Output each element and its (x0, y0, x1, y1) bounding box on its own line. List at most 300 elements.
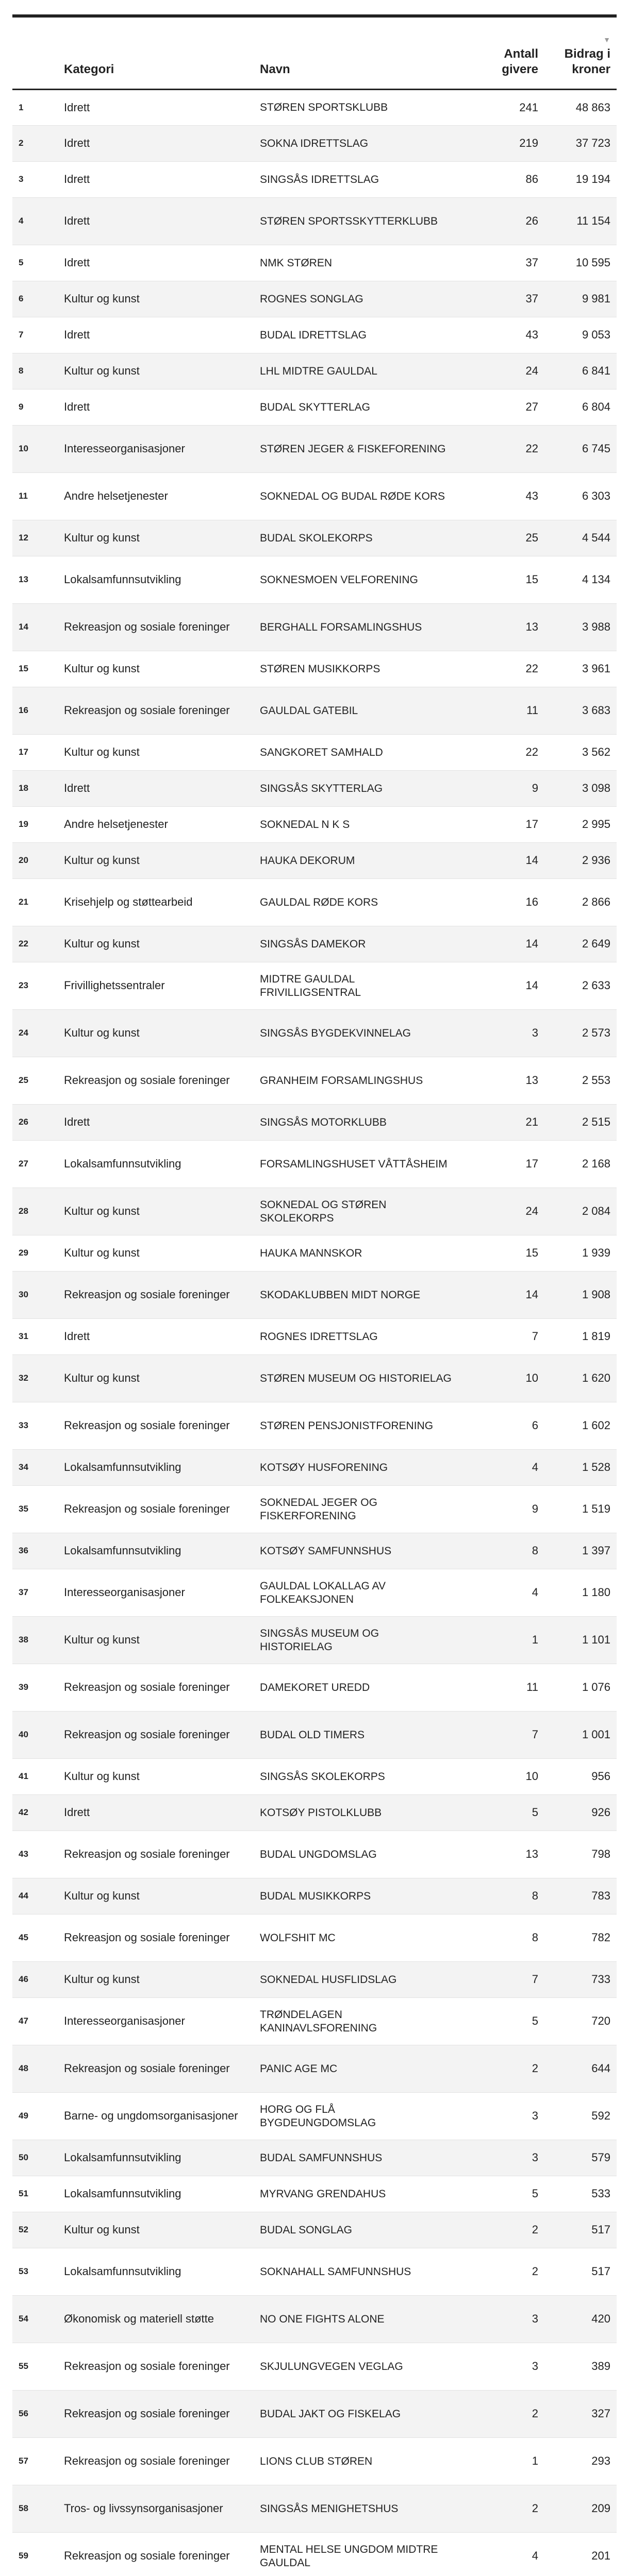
table-row (12, 1914, 617, 1962)
rank-cell: 1 (12, 90, 58, 126)
navn-cell: BUDAL SONGLAG (254, 2212, 460, 2248)
rank-cell: 53 (12, 2248, 58, 2296)
rank-cell: 34 (12, 1450, 58, 1486)
rank-cell: 17 (12, 735, 58, 771)
navn-cell: KOTSØY HUSFORENING (254, 1450, 460, 1486)
kategori-cell: Frivillighetssentraler (58, 962, 254, 1010)
rank-cell: 33 (12, 1402, 58, 1450)
navn-cell: GAULDAL GATEBIL (254, 687, 460, 735)
table-row (12, 1998, 617, 2045)
bidrag-cell: 209 (544, 2485, 617, 2533)
navn-cell: STØREN MUSEUM OG HISTORIELAG (254, 1355, 460, 1402)
kategori-cell: Lokalsamfunnsutvikling (58, 1141, 254, 1188)
navn-cell: BUDAL SKYTTERLAG (254, 389, 460, 426)
rank-cell: 28 (12, 1188, 58, 1235)
table-row (12, 2140, 617, 2176)
table-row (12, 1105, 617, 1141)
bidrag-cell: 798 (544, 1831, 617, 1878)
bidrag-cell: 3 562 (544, 735, 617, 771)
table-body (12, 90, 617, 2576)
kategori-cell: Idrett (58, 1105, 254, 1141)
kategori-cell: Idrett (58, 162, 254, 198)
antall-givere-cell: 8 (460, 1914, 544, 1962)
bidrag-cell: 420 (544, 2296, 617, 2343)
bidrag-cell: 48 863 (544, 90, 617, 126)
antall-givere-cell: 8 (460, 1533, 544, 1569)
table-row (12, 1486, 617, 1533)
bidrag-cell: 293 (544, 2438, 617, 2485)
table-row (12, 1711, 617, 1759)
kategori-cell: Idrett (58, 389, 254, 426)
rank-cell: 12 (12, 520, 58, 556)
antall-givere-cell: 43 (460, 473, 544, 520)
bidrag-cell: 327 (544, 2391, 617, 2438)
antall-givere-cell: 241 (460, 90, 544, 126)
rank-cell: 59 (12, 2533, 58, 2576)
table-row (12, 2093, 617, 2140)
bidrag-cell: 2 995 (544, 807, 617, 843)
antall-givere-cell: 11 (460, 687, 544, 735)
kategori-cell: Lokalsamfunnsutvikling (58, 1450, 254, 1486)
navn-cell: SKJULUNGVEGEN VEGLAG (254, 2343, 460, 2391)
navn-cell: ROGNES IDRETTSLAG (254, 1319, 460, 1355)
navn-cell: SANGKORET SAMHALD (254, 735, 460, 771)
antall-givere-cell: 14 (460, 926, 544, 962)
navn-cell: STØREN PENSJONISTFORENING (254, 1402, 460, 1450)
header-bidrag-label: Bidrag i kroner (564, 47, 610, 76)
kategori-cell: Kultur og kunst (58, 1759, 254, 1795)
kategori-cell: Andre helsetjenester (58, 473, 254, 520)
header-antall-givere[interactable]: Antall givere (460, 30, 544, 90)
kategori-cell: Rekreasjon og sosiale foreninger (58, 1402, 254, 1450)
rank-cell: 3 (12, 162, 58, 198)
rank-cell: 6 (12, 281, 58, 317)
navn-cell: MENTAL HELSE UNGDOM MIDTRE GAULDAL (254, 2533, 460, 2576)
kategori-cell: Rekreasjon og sosiale foreninger (58, 2438, 254, 2485)
navn-cell: GAULDAL RØDE KORS (254, 879, 460, 926)
table-row (12, 879, 617, 926)
navn-cell: SINGSÅS SKOLEKORPS (254, 1759, 460, 1795)
navn-cell: BUDAL SAMFUNNSHUS (254, 2140, 460, 2176)
antall-givere-cell: 22 (460, 735, 544, 771)
kategori-cell: Idrett (58, 245, 254, 281)
bidrag-cell: 592 (544, 2093, 617, 2140)
table-row (12, 2533, 617, 2576)
rank-cell: 8 (12, 353, 58, 389)
navn-cell: BUDAL MUSIKKORPS (254, 1878, 460, 1914)
navn-cell: PANIC AGE MC (254, 2045, 460, 2093)
rank-cell: 30 (12, 1272, 58, 1319)
navn-cell: STØREN SPORTSKLUBB (254, 90, 460, 126)
kategori-cell: Rekreasjon og sosiale foreninger (58, 1664, 254, 1711)
kategori-cell: Rekreasjon og sosiale foreninger (58, 1486, 254, 1533)
kategori-cell: Kultur og kunst (58, 735, 254, 771)
rank-cell: 18 (12, 771, 58, 807)
navn-cell: FORSAMLINGSHUSET VÅTTÅSHEIM (254, 1141, 460, 1188)
kategori-cell: Kultur og kunst (58, 926, 254, 962)
donations-table (12, 30, 617, 2576)
kategori-cell: Lokalsamfunnsutvikling (58, 2140, 254, 2176)
navn-cell: BUDAL SKOLEKORPS (254, 520, 460, 556)
kategori-cell: Kultur og kunst (58, 1188, 254, 1235)
rank-cell: 21 (12, 879, 58, 926)
kategori-cell: Rekreasjon og sosiale foreninger (58, 2343, 254, 2391)
kategori-cell: Idrett (58, 198, 254, 245)
bidrag-cell: 2 168 (544, 1141, 617, 1188)
kategori-cell: Lokalsamfunnsutvikling (58, 1533, 254, 1569)
kategori-cell: Kultur og kunst (58, 2212, 254, 2248)
bidrag-cell: 1 528 (544, 1450, 617, 1486)
navn-cell: SOKNEDAL OG STØREN SKOLEKORPS (254, 1188, 460, 1235)
table-row (12, 1759, 617, 1795)
navn-cell: SINGSÅS IDRETTSLAG (254, 162, 460, 198)
rank-cell: 14 (12, 604, 58, 651)
antall-givere-cell: 22 (460, 651, 544, 687)
rank-cell: 49 (12, 2093, 58, 2140)
antall-givere-cell: 13 (460, 1057, 544, 1105)
kategori-cell: Interesseorganisasjoner (58, 426, 254, 473)
bidrag-cell: 2 633 (544, 962, 617, 1010)
navn-cell: BUDAL UNGDOMSLAG (254, 1831, 460, 1878)
kategori-cell: Rekreasjon og sosiale foreninger (58, 1831, 254, 1878)
rank-cell: 25 (12, 1057, 58, 1105)
rank-cell: 32 (12, 1355, 58, 1402)
navn-cell: BUDAL OLD TIMERS (254, 1711, 460, 1759)
kategori-cell: Idrett (58, 317, 254, 353)
table-row (12, 807, 617, 843)
navn-cell: LHL MIDTRE GAULDAL (254, 353, 460, 389)
rank-cell: 41 (12, 1759, 58, 1795)
antall-givere-cell: 37 (460, 281, 544, 317)
antall-givere-cell: 27 (460, 389, 544, 426)
antall-givere-cell: 13 (460, 1831, 544, 1878)
rank-cell: 26 (12, 1105, 58, 1141)
bidrag-cell: 10 595 (544, 245, 617, 281)
table-row (12, 604, 617, 651)
kategori-cell: Lokalsamfunnsutvikling (58, 2248, 254, 2296)
bidrag-cell: 2 936 (544, 843, 617, 879)
table-row (12, 473, 617, 520)
bidrag-cell: 579 (544, 2140, 617, 2176)
table-row (12, 556, 617, 604)
antall-givere-cell: 219 (460, 126, 544, 162)
bidrag-cell: 926 (544, 1795, 617, 1831)
kategori-cell: Andre helsetjenester (58, 807, 254, 843)
rank-cell: 23 (12, 962, 58, 1010)
navn-cell: NMK STØREN (254, 245, 460, 281)
antall-givere-cell: 24 (460, 353, 544, 389)
antall-givere-cell: 16 (460, 879, 544, 926)
table-row (12, 389, 617, 426)
antall-givere-cell: 5 (460, 2176, 544, 2212)
kategori-cell: Barne- og ungdomsorganisasjoner (58, 2093, 254, 2140)
antall-givere-cell: 2 (460, 2485, 544, 2533)
navn-cell: SOKNA IDRETTSLAG (254, 126, 460, 162)
antall-givere-cell: 5 (460, 1795, 544, 1831)
table-row (12, 245, 617, 281)
bidrag-cell: 1 001 (544, 1711, 617, 1759)
rank-cell: 10 (12, 426, 58, 473)
kategori-cell: Kultur og kunst (58, 1010, 254, 1057)
antall-givere-cell: 2 (460, 2248, 544, 2296)
table-row (12, 1878, 617, 1914)
bidrag-cell: 1 076 (544, 1664, 617, 1711)
bidrag-cell: 11 154 (544, 198, 617, 245)
antall-givere-cell: 24 (460, 1188, 544, 1235)
kategori-cell: Kultur og kunst (58, 651, 254, 687)
rank-cell: 16 (12, 687, 58, 735)
rank-cell: 5 (12, 245, 58, 281)
bidrag-cell: 517 (544, 2212, 617, 2248)
bidrag-cell: 2 649 (544, 926, 617, 962)
table-row (12, 1569, 617, 1617)
table-row (12, 520, 617, 556)
header-kategori[interactable]: Kategori (58, 30, 254, 90)
kategori-cell: Kultur og kunst (58, 281, 254, 317)
table-row (12, 2485, 617, 2533)
kategori-cell: Interesseorganisasjoner (58, 1998, 254, 2045)
table-row (12, 2343, 617, 2391)
kategori-cell: Kultur og kunst (58, 1878, 254, 1914)
navn-cell: STØREN JEGER & FISKEFORENING (254, 426, 460, 473)
table-row (12, 2391, 617, 2438)
rank-cell: 4 (12, 198, 58, 245)
navn-cell: MIDTRE GAULDAL FRIVILLIGSENTRAL (254, 962, 460, 1010)
rank-cell: 22 (12, 926, 58, 962)
kategori-cell: Tros- og livssynsorganisasjoner (58, 2485, 254, 2533)
bidrag-cell: 9 981 (544, 281, 617, 317)
rank-cell: 42 (12, 1795, 58, 1831)
bidrag-cell: 6 804 (544, 389, 617, 426)
navn-cell: HAUKA MANNSKOR (254, 1235, 460, 1272)
antall-givere-cell: 17 (460, 807, 544, 843)
navn-cell: NO ONE FIGHTS ALONE (254, 2296, 460, 2343)
rank-cell: 48 (12, 2045, 58, 2093)
rank-cell: 20 (12, 843, 58, 879)
rank-cell: 54 (12, 2296, 58, 2343)
navn-cell: HAUKA DEKORUM (254, 843, 460, 879)
bidrag-cell: 1 602 (544, 1402, 617, 1450)
antall-givere-cell: 4 (460, 1450, 544, 1486)
navn-cell: SOKNEDAL JEGER OG FISKERFORENING (254, 1486, 460, 1533)
antall-givere-cell: 9 (460, 771, 544, 807)
antall-givere-cell: 1 (460, 2438, 544, 2485)
rank-cell: 40 (12, 1711, 58, 1759)
rank-cell: 44 (12, 1878, 58, 1914)
kategori-cell: Krisehjelp og støttearbeid (58, 879, 254, 926)
table-row (12, 162, 617, 198)
table-row (12, 2045, 617, 2093)
table-row (12, 1795, 617, 1831)
kategori-cell: Kultur og kunst (58, 1962, 254, 1998)
header-rank (12, 30, 58, 90)
antall-givere-cell: 43 (460, 317, 544, 353)
antall-givere-cell: 7 (460, 1319, 544, 1355)
table-row (12, 1355, 617, 1402)
table-row (12, 1962, 617, 1998)
navn-cell: STØREN MUSIKKORPS (254, 651, 460, 687)
table-row (12, 651, 617, 687)
navn-cell: SOKNEDAL HUSFLIDSLAG (254, 1962, 460, 1998)
navn-cell: BUDAL JAKT OG FISKELAG (254, 2391, 460, 2438)
antall-givere-cell: 3 (460, 2093, 544, 2140)
bidrag-cell: 3 961 (544, 651, 617, 687)
antall-givere-cell: 3 (460, 2343, 544, 2391)
kategori-cell: Rekreasjon og sosiale foreninger (58, 1272, 254, 1319)
antall-givere-cell: 4 (460, 2533, 544, 2576)
rank-cell: 31 (12, 1319, 58, 1355)
bidrag-cell: 733 (544, 1962, 617, 1998)
antall-givere-cell: 21 (460, 1105, 544, 1141)
bidrag-cell: 2 573 (544, 1010, 617, 1057)
navn-cell: KOTSØY SAMFUNNSHUS (254, 1533, 460, 1569)
bidrag-cell: 1 519 (544, 1486, 617, 1533)
rank-cell: 47 (12, 1998, 58, 2045)
table-row (12, 1319, 617, 1355)
table-row (12, 1450, 617, 1486)
bidrag-cell: 1 101 (544, 1617, 617, 1664)
antall-givere-cell: 14 (460, 843, 544, 879)
table-row (12, 1235, 617, 1272)
kategori-cell: Kultur og kunst (58, 520, 254, 556)
bidrag-cell: 1 819 (544, 1319, 617, 1355)
kategori-cell: Idrett (58, 771, 254, 807)
navn-cell: BUDAL IDRETTSLAG (254, 317, 460, 353)
table-header (12, 30, 617, 90)
antall-givere-cell: 15 (460, 556, 544, 604)
rank-cell: 57 (12, 2438, 58, 2485)
bidrag-cell: 201 (544, 2533, 617, 2576)
bidrag-cell: 389 (544, 2343, 617, 2391)
bidrag-cell: 6 303 (544, 473, 617, 520)
bidrag-cell: 3 988 (544, 604, 617, 651)
table-row (12, 2176, 617, 2212)
navn-cell: SINGSÅS BYGDEKVINNELAG (254, 1010, 460, 1057)
rank-cell: 55 (12, 2343, 58, 2391)
table-row (12, 926, 617, 962)
rank-cell: 13 (12, 556, 58, 604)
kategori-cell: Kultur og kunst (58, 1355, 254, 1402)
rank-cell: 7 (12, 317, 58, 353)
navn-cell: HORG OG FLÅ BYGDEUNGDOMSLAG (254, 2093, 460, 2140)
rank-cell: 38 (12, 1617, 58, 1664)
bidrag-cell: 4 134 (544, 556, 617, 604)
bidrag-cell: 533 (544, 2176, 617, 2212)
bidrag-cell: 1 620 (544, 1355, 617, 1402)
antall-givere-cell: 10 (460, 1355, 544, 1402)
navn-cell: SKODAKLUBBEN MIDT NORGE (254, 1272, 460, 1319)
rank-cell: 45 (12, 1914, 58, 1962)
rank-cell: 43 (12, 1831, 58, 1878)
navn-cell: SOKNAHALL SAMFUNNSHUS (254, 2248, 460, 2296)
antall-givere-cell: 14 (460, 1272, 544, 1319)
rank-cell: 27 (12, 1141, 58, 1188)
table-row (12, 198, 617, 245)
rank-cell: 52 (12, 2212, 58, 2248)
antall-givere-cell: 22 (460, 426, 544, 473)
antall-givere-cell: 86 (460, 162, 544, 198)
top-rule (12, 14, 617, 18)
antall-givere-cell: 4 (460, 1569, 544, 1617)
bidrag-cell: 1 908 (544, 1272, 617, 1319)
antall-givere-cell: 2 (460, 2212, 544, 2248)
kategori-cell: Rekreasjon og sosiale foreninger (58, 1057, 254, 1105)
kategori-cell: Rekreasjon og sosiale foreninger (58, 604, 254, 651)
bidrag-cell: 1 180 (544, 1569, 617, 1617)
antall-givere-cell: 13 (460, 604, 544, 651)
antall-givere-cell: 17 (460, 1141, 544, 1188)
navn-cell: ROGNES SONGLAG (254, 281, 460, 317)
antall-givere-cell: 2 (460, 2045, 544, 2093)
bidrag-cell: 6 841 (544, 353, 617, 389)
antall-givere-cell: 3 (460, 1010, 544, 1057)
kategori-cell: Idrett (58, 90, 254, 126)
table-row (12, 90, 617, 126)
bidrag-cell: 783 (544, 1878, 617, 1914)
rank-cell: 35 (12, 1486, 58, 1533)
navn-cell: SINGSÅS DAMEKOR (254, 926, 460, 962)
bidrag-cell: 2 553 (544, 1057, 617, 1105)
rank-cell: 15 (12, 651, 58, 687)
navn-cell: GAULDAL LOKALLAG AV FOLKEAKSJONEN (254, 1569, 460, 1617)
table-row (12, 1831, 617, 1878)
table-row (12, 426, 617, 473)
navn-cell: MYRVANG GRENDAHUS (254, 2176, 460, 2212)
kategori-cell: Økonomisk og materiell støtte (58, 2296, 254, 2343)
header-navn[interactable]: Navn (254, 30, 460, 90)
navn-cell: SOKNEDAL N K S (254, 807, 460, 843)
rank-cell: 24 (12, 1010, 58, 1057)
navn-cell: GRANHEIM FORSAMLINGSHUS (254, 1057, 460, 1105)
bidrag-cell: 2 866 (544, 879, 617, 926)
bidrag-cell: 37 723 (544, 126, 617, 162)
rank-cell: 19 (12, 807, 58, 843)
bidrag-cell: 9 053 (544, 317, 617, 353)
bidrag-cell: 4 544 (544, 520, 617, 556)
navn-cell: SINGSÅS MENIGHETSHUS (254, 2485, 460, 2533)
kategori-cell: Kultur og kunst (58, 1235, 254, 1272)
bidrag-cell: 782 (544, 1914, 617, 1962)
antall-givere-cell: 15 (460, 1235, 544, 1272)
navn-cell: KOTSØY PISTOLKLUBB (254, 1795, 460, 1831)
kategori-cell: Kultur og kunst (58, 843, 254, 879)
rank-cell: 29 (12, 1235, 58, 1272)
table-row (12, 1272, 617, 1319)
rank-cell: 39 (12, 1664, 58, 1711)
header-bidrag[interactable] (544, 30, 617, 90)
kategori-cell: Idrett (58, 1795, 254, 1831)
bidrag-cell: 6 745 (544, 426, 617, 473)
bidrag-cell: 2 515 (544, 1105, 617, 1141)
kategori-cell: Rekreasjon og sosiale foreninger (58, 2045, 254, 2093)
bidrag-cell: 3 098 (544, 771, 617, 807)
table-row (12, 1188, 617, 1235)
kategori-cell: Kultur og kunst (58, 1617, 254, 1664)
table-row (12, 1664, 617, 1711)
bidrag-cell: 1 939 (544, 1235, 617, 1272)
table-row (12, 1010, 617, 1057)
rank-cell: 2 (12, 126, 58, 162)
kategori-cell: Lokalsamfunnsutvikling (58, 556, 254, 604)
bidrag-cell: 644 (544, 2045, 617, 2093)
table-row (12, 1057, 617, 1105)
sort-descending-icon[interactable]: ▼ (603, 36, 610, 44)
table-row (12, 281, 617, 317)
antall-givere-cell: 2 (460, 2391, 544, 2438)
bidrag-cell: 1 397 (544, 1533, 617, 1569)
antall-givere-cell: 3 (460, 2140, 544, 2176)
navn-cell: SINGSÅS MOTORKLUBB (254, 1105, 460, 1141)
